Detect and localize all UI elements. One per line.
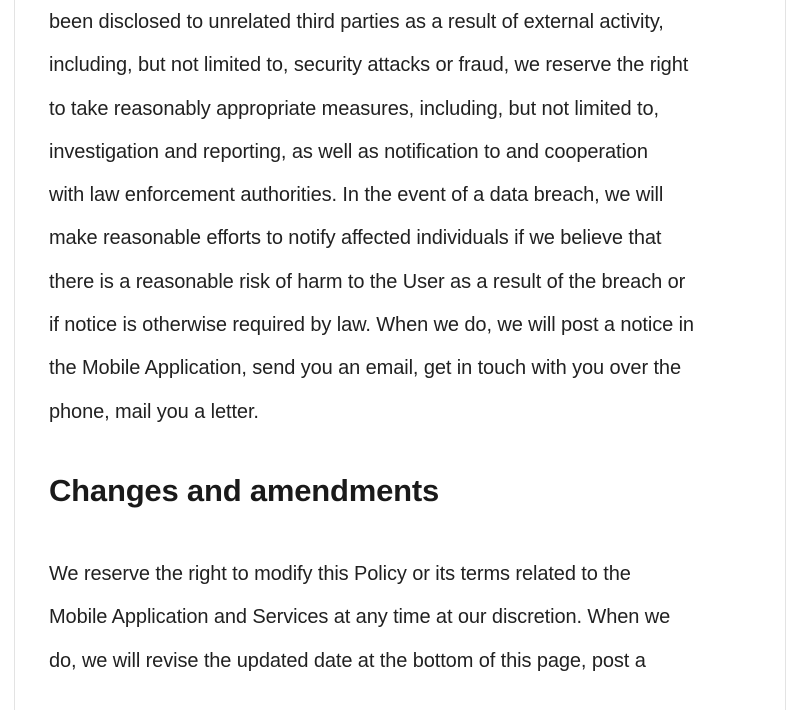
changes-and-amendments-heading: Changes and amendments	[49, 473, 440, 508]
paragraph-line: including, but not limited to, security attacks or fraud, we reserve the right	[49, 54, 689, 77]
paragraph-line: if notice is otherwise required by law. When we do, we will post a notice in	[49, 314, 694, 337]
paragraph-line: to take reasonably appropriate measures, including, but not limited to,	[49, 97, 659, 120]
paragraph-line: there is a reasonable risk of harm to the User as a result of the breach or	[49, 270, 686, 293]
paragraph-line: We reserve the right to modify this Policy or its terms related to the	[49, 563, 631, 585]
paragraph-line: been disclosed to unrelated third parties as a result of external activity,	[49, 11, 664, 33]
document-page	[14, 0, 786, 710]
paragraph-line: investigation and reporting, as well as notification to and cooperation	[49, 140, 648, 163]
paragraph-line: make reasonable efforts to notify affected individuals if we believe that	[49, 227, 662, 250]
paragraph-line: Mobile Application and Services at any time at our discretion. When we	[49, 606, 671, 629]
paragraph-line: with law enforcement authorities. In the event of a data breach, we will	[49, 184, 664, 207]
paragraph-line: the Mobile Application, send you an email, get in touch with you over the	[49, 357, 681, 380]
paragraph-line: do, we will revise the updated date at the bottom of this page, post a	[49, 649, 646, 672]
changes-paragraph	[49, 553, 670, 683]
paragraph-line: phone, mail you a letter.	[49, 400, 259, 423]
data-breach-paragraph	[49, 1, 694, 434]
